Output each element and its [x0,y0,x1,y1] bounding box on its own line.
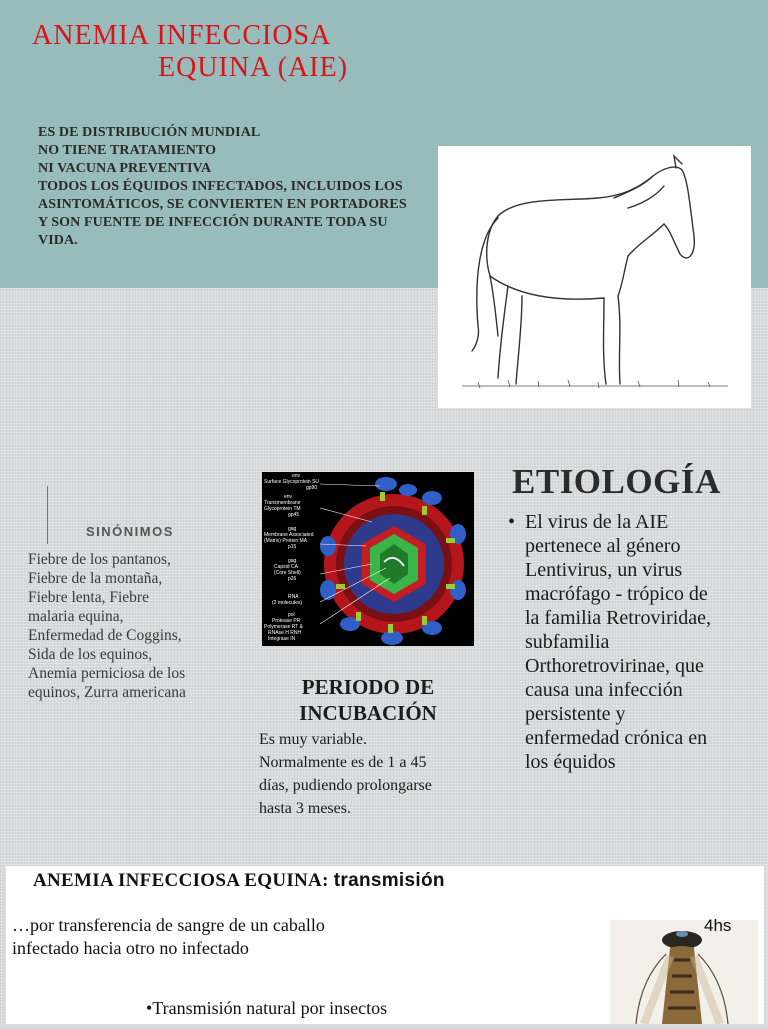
fly-icon [610,920,758,1024]
synonym-line: Fiebre lenta, Fiebre [28,589,149,606]
etiology-line: la familia Retroviridae, [525,607,712,629]
virus-label: p26 [288,576,297,582]
transmission-title [33,870,445,892]
intro-line: NI VACUNA PREVENTIVA [38,161,212,176]
incubation-title [270,674,466,726]
fly-label: 4hs [704,916,732,935]
virus-label: env [292,473,301,479]
page-title [32,20,348,84]
etiology-line: pertenece al género [525,535,681,557]
transmission-title-suffix: transmisión [333,870,445,891]
etiology-line: causa una infección [525,679,683,701]
synonym-line: malaria equina, [28,608,124,625]
synonym-line: Fiebre de la montaña, [28,570,163,587]
transmission-title-main: ANEMIA INFECCIOSA EQUINA: [33,870,329,891]
transmission-slide [6,866,764,1024]
virus-label: Glycoprotein TM [264,506,301,512]
transmission-line: infectado hacia otro no infectado [12,938,249,958]
transmission-text [12,914,325,960]
etiology-title: ETIOLOGÍA [512,462,721,501]
intro-line: Y SON FUENTE DE INFECCIÓN DURANTE TODA SU [38,215,388,230]
etiology-line: Orthoretrovirinae, que [525,655,704,677]
virus-label: RNAse H RNH [268,630,302,636]
synonyms-list [28,550,218,702]
synonyms-divider [47,486,48,544]
synonym-line: Fiebre de los pantanos, [28,551,171,568]
transmission-bullet: •Transmisión natural por insectos [146,998,388,1018]
virus-label: Polymerase RT & [264,624,303,630]
synonym-line: Sida de los equinos, [28,646,152,663]
etiology-line: enfermedad crónica en [525,727,708,749]
intro-line: ASINTOMÁTICOS, SE CONVIERTEN EN PORTADORES [38,197,407,212]
intro-line: NO TIENE TRATAMIENTO [38,143,217,158]
incubation-line: Normalmente es de 1 a 45 [259,754,427,771]
virus-label: Protease PR [272,618,301,624]
fly-photo [610,920,758,1024]
virus-label: env [284,494,293,500]
etiology-line: macrófago - trópico de [525,583,708,605]
virus-label: (2 molecules) [272,600,303,606]
bullet-icon: • [508,511,516,533]
title-line-1: ANEMIA INFECCIOSA [32,20,332,51]
horse-illustration [438,146,751,408]
virus-label: gp90 [306,485,318,491]
incubation-line: días, pudiendo prolongarse [259,777,432,794]
transmission-line: …por transferencia de sangre de un caballo [12,915,325,935]
virus-label: gag [288,526,297,532]
virus-label: gag [288,558,297,564]
intro-line: ES DE DISTRIBUCIÓN MUNDIAL [38,125,261,140]
virus-label: Surface Glycoprotein SU [264,479,320,485]
synonyms-title: SINÓNIMOS [86,524,174,539]
intro-line: VIDA. [38,233,78,248]
intro-line: TODOS LOS ÉQUIDOS INFECTADOS, INCLUIDOS LOS [38,179,403,194]
incubation-title-line: INCUBACIÓN [299,701,437,725]
incubation-title-line: PERIODO DE [301,675,435,699]
virus-label: pol [288,612,295,618]
synonym-line: equinos, Zurra americana [28,684,186,701]
incubation-line: hasta 3 meses. [259,800,351,817]
virus-label: gp45 [288,512,300,518]
etiology-line: El virus de la AIE [525,511,669,533]
virus-label: (Matrix) Protein MA [264,538,308,544]
synonym-line: Enfermedad de Coggins, [28,627,182,644]
horse-sketch-icon [438,146,751,408]
virus-label: Integrase IN [268,636,296,642]
virus-label: p15 [288,544,297,550]
intro-text [38,124,428,250]
virus-label: (Core Shell) [274,570,301,576]
etiology-text [508,510,748,774]
incubation-line: Es muy variable. [259,731,367,748]
virus-particle-icon [262,472,474,646]
virus-label: Capsid CA [274,564,298,570]
etiology-line: Lentivirus, un virus [525,559,683,581]
synonym-line: Anemia perniciosa de los [28,665,186,682]
virus-label: RNA [288,594,299,600]
virus-label: Membrane Associated [264,532,314,538]
virus-structure-diagram [262,472,474,646]
etiology-line: persistente y [525,703,626,725]
etiology-line: los équidos [525,751,616,773]
etiology-line: subfamilia [525,631,610,653]
title-line-2: EQUINA (AIE) [158,52,349,83]
virus-label: Transmembrane [264,500,301,506]
incubation-text [259,728,479,820]
